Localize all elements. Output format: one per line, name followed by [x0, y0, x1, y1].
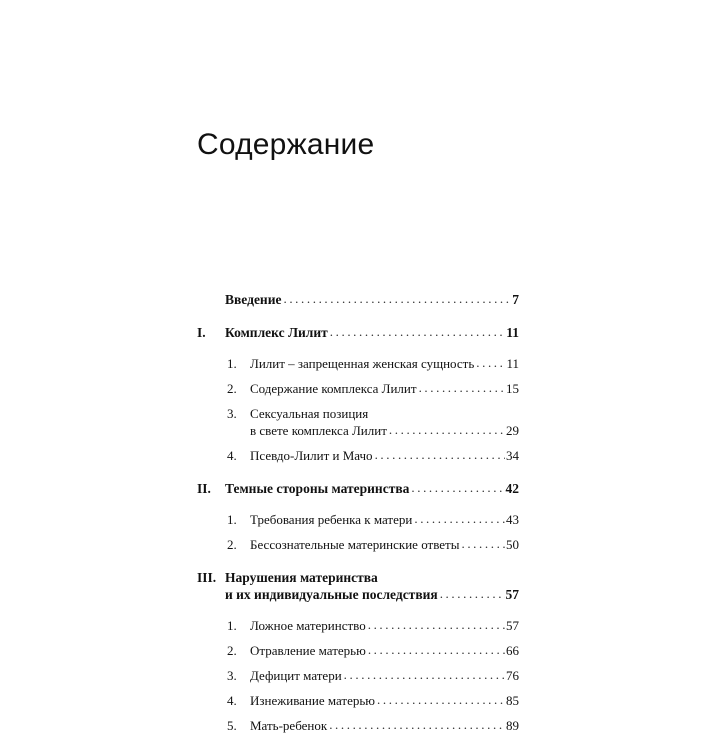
spacer	[197, 634, 519, 642]
dot-leader	[419, 381, 505, 394]
entry-page-number: 34	[506, 448, 519, 463]
toc-entry-line	[227, 511, 519, 528]
toc-entry-line	[227, 405, 519, 422]
table-of-contents	[197, 291, 519, 734]
spacer	[197, 464, 519, 480]
toc-entry[interactable]	[227, 617, 519, 634]
toc-entry[interactable]	[227, 447, 519, 464]
toc-entry[interactable]	[227, 405, 519, 439]
toc-entry[interactable]	[197, 480, 519, 497]
entry-body	[250, 667, 519, 684]
toc-entry-line	[227, 667, 519, 684]
dot-leader	[411, 481, 504, 494]
entry-title: Комплекс Лилит	[225, 325, 328, 340]
dot-leader	[368, 643, 505, 656]
entry-number: 2.	[227, 643, 237, 658]
entry-number: 5.	[227, 718, 237, 733]
entry-page-number: 43	[506, 512, 519, 527]
entry-number: 1.	[227, 618, 237, 633]
entry-body	[250, 692, 519, 709]
entry-body	[250, 355, 519, 372]
entry-title: Бессознательные материнские ответы	[250, 537, 460, 552]
toc-entry-line	[227, 692, 519, 709]
spacer	[197, 709, 519, 717]
dot-leader	[476, 356, 505, 369]
entry-title: Псевдо-Лилит и Мачо	[250, 448, 373, 463]
spacer	[197, 603, 519, 617]
entry-title: Содержание комплекса Лилит	[250, 381, 417, 396]
entry-number: 1.	[227, 512, 237, 527]
dot-leader	[440, 587, 505, 600]
entry-body	[250, 380, 519, 397]
entry-title: Сексуальная позиция	[250, 406, 369, 421]
entry-page-number: 57	[506, 618, 519, 633]
entry-body	[250, 642, 519, 659]
entry-title: Введение	[225, 292, 282, 307]
entry-roman-numeral: I.	[197, 325, 206, 340]
entry-title: и их индивидуальные последствия	[225, 587, 438, 602]
entry-page-number: 11	[506, 325, 519, 340]
entry-title: Изнеживание матерью	[250, 693, 376, 708]
entry-page-number: 89	[506, 718, 519, 733]
dot-leader	[414, 512, 505, 525]
entry-title: Ложное материнство	[250, 618, 366, 633]
toc-entry[interactable]	[227, 692, 519, 709]
toc-entry[interactable]	[227, 536, 519, 553]
toc-entry-line	[227, 355, 519, 372]
dot-leader	[368, 618, 505, 631]
toc-entry-line	[227, 617, 519, 634]
entry-number: 1.	[227, 356, 237, 371]
entry-body	[250, 422, 519, 439]
entry-body	[225, 324, 519, 341]
toc-entry[interactable]	[227, 355, 519, 372]
entry-number: 4.	[227, 693, 237, 708]
spacer	[197, 553, 519, 569]
toc-entry[interactable]	[227, 380, 519, 397]
spacer	[197, 497, 519, 511]
toc-entry-line	[227, 422, 519, 439]
entry-page-number: 66	[506, 643, 519, 658]
dot-leader	[461, 537, 505, 550]
toc-entry-line	[197, 291, 519, 308]
dot-leader	[377, 693, 505, 706]
toc-entry-line	[227, 447, 519, 464]
toc-entry[interactable]	[227, 511, 519, 528]
toc-entry-line	[197, 324, 519, 341]
entry-title: Дефицит матери	[250, 668, 342, 683]
entry-number: 4.	[227, 448, 237, 463]
toc-entry[interactable]	[227, 642, 519, 659]
toc-entry-line	[227, 380, 519, 397]
entry-title: Отравление матерью	[250, 643, 366, 658]
entry-body	[250, 536, 519, 553]
entry-title: Нарушения материнства	[225, 570, 378, 585]
entry-body	[225, 480, 519, 497]
entry-page-number: 42	[505, 481, 519, 496]
entry-title: в свете комплекса Лилит	[250, 423, 387, 438]
dot-leader	[330, 325, 505, 338]
entry-body	[250, 617, 519, 634]
entry-body	[250, 511, 519, 528]
entry-number: 3.	[227, 406, 237, 421]
entry-title: Мать-ребенок	[250, 718, 328, 733]
entry-title: Требования ребенка к матери	[250, 512, 413, 527]
entry-page-number: 85	[506, 693, 519, 708]
spacer	[197, 684, 519, 692]
toc-entry[interactable]	[197, 324, 519, 341]
entry-page-number: 57	[505, 587, 519, 602]
entry-page-number: 76	[506, 668, 519, 683]
entry-page-number: 29	[506, 423, 519, 438]
toc-entry-line	[197, 480, 519, 497]
toc-entry[interactable]	[197, 569, 519, 603]
entry-body	[225, 586, 519, 603]
entry-roman-numeral: II.	[197, 481, 211, 496]
entry-body	[250, 447, 519, 464]
entry-number: 2.	[227, 381, 237, 396]
entry-page-number: 7	[512, 292, 519, 307]
spacer	[197, 341, 519, 355]
toc-entry-line	[227, 536, 519, 553]
entry-title: Темные стороны материнства	[225, 481, 410, 496]
toc-entry-line	[197, 586, 519, 603]
spacer	[197, 308, 519, 324]
entry-title: Лилит – запрещенная женская сущность	[250, 356, 475, 371]
page-title: Содержание	[197, 128, 375, 161]
entry-number: 2.	[227, 537, 237, 552]
spacer	[197, 397, 519, 405]
entry-number: 3.	[227, 668, 237, 683]
spacer	[197, 439, 519, 447]
dot-leader	[389, 423, 505, 436]
dot-leader	[344, 668, 505, 681]
toc-entry-line	[227, 642, 519, 659]
spacer	[197, 372, 519, 380]
entry-page-number: 50	[506, 537, 519, 552]
dot-leader	[283, 292, 511, 305]
toc-entry[interactable]	[227, 667, 519, 684]
entry-page-number: 11	[506, 356, 519, 371]
spacer	[197, 528, 519, 536]
spacer	[197, 659, 519, 667]
toc-entry-line	[197, 569, 519, 586]
dot-leader	[375, 448, 505, 461]
entry-roman-numeral: III.	[197, 570, 217, 585]
toc-entry[interactable]	[197, 291, 519, 308]
entry-page-number: 15	[506, 381, 519, 396]
entry-body	[225, 291, 519, 308]
